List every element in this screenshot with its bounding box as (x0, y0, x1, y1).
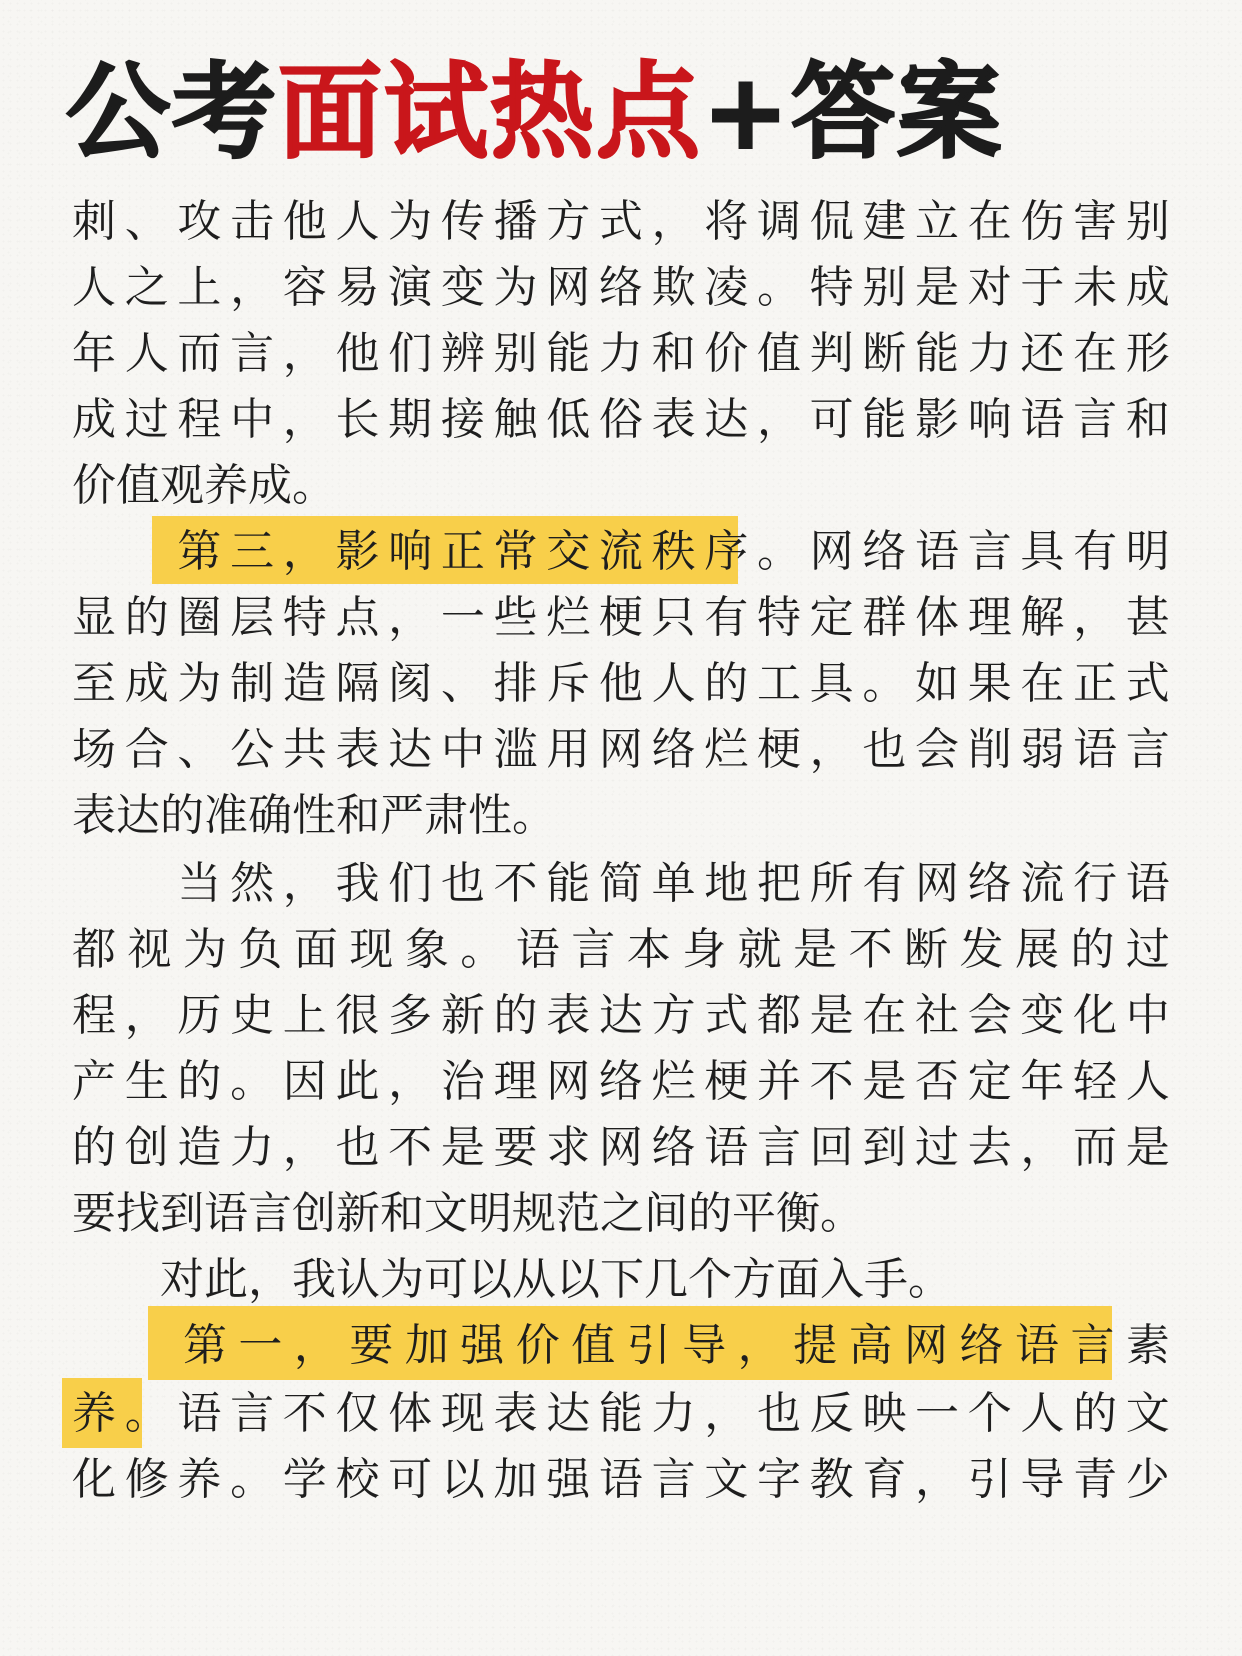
text-line: 产 生 的 。 因 此 ， 治 理 网 络 烂 梗 并 不 是 否 定 年 轻 人 (72, 1056, 1170, 1107)
text-line: 当 然 ， 我 们 也 不 能 简 单 地 把 所 有 网 络 流 行 语 (177, 858, 1170, 909)
title-part-3: +答案 (702, 51, 1004, 173)
text-line: 价值观养成。 (72, 460, 336, 511)
text-line: 人 之 上 ， 容 易 演 变 为 网 络 欺 凌 。 特 别 是 对 于 未 成 (72, 262, 1170, 313)
title-part-2-highlight: 面试热点 (278, 51, 703, 173)
text-line: 场 合 、 公 共 表 达 中 滥 用 网 络 烂 梗 ， 也 会 削 弱 语 言 (72, 724, 1170, 775)
text-line: 刺 、 攻 击 他 人 为 传 播 方 式 ， 将 调 侃 建 立 在 伤 害 别 (72, 196, 1170, 247)
text-line: 要找到语言创新和文明规范之间的平衡。 (72, 1188, 864, 1239)
text-line: 对此，我认为可以从以下几个方面入手。 (72, 1254, 952, 1305)
text-line: 成 过 程 中 ， 长 期 接 触 低 俗 表 达 ， 可 能 影 响 语 言 和 (72, 394, 1170, 445)
text-line: 第 三 ， 影 响 正 常 交 流 秩 序 。 网 络 语 言 具 有 明 (177, 526, 1170, 577)
text-line: 显 的 圈 层 特 点 ， 一 些 烂 梗 只 有 特 定 群 体 理 解 ， 甚 (72, 592, 1170, 643)
text-line: 养 。 语 言 不 仅 体 现 表 达 能 力 ， 也 反 映 一 个 人 的 文 (72, 1388, 1170, 1439)
text-line: 至 成 为 制 造 隔 阂 、 排 斥 他 人 的 工 具 。 如 果 在 正 式 (72, 658, 1170, 709)
title-part-1: 公考 (66, 51, 279, 173)
text-line: 的 创 造 力 ， 也 不 是 要 求 网 络 语 言 回 到 过 去 ， 而 是 (72, 1122, 1170, 1173)
text-line: 都 视 为 负 面 现 象 。 语 言 本 身 就 是 不 断 发 展 的 过 (72, 924, 1170, 975)
text-line: 化 修 养 。 学 校 可 以 加 强 语 言 文 字 教 育 ， 引 导 青 少 (72, 1454, 1170, 1505)
text-line: 程 ， 历 史 上 很 多 新 的 表 达 方 式 都 是 在 社 会 变 化 中 (72, 990, 1170, 1041)
text-line: 第 一 ， 要 加 强 价 值 引 导 ， 提 高 网 络 语 言 素 (182, 1320, 1170, 1371)
text-line: 年 人 而 言 ， 他 们 辨 别 能 力 和 价 值 判 断 能 力 还 在 形 (72, 328, 1170, 379)
text-line: 表达的准确性和严肃性。 (72, 790, 556, 841)
